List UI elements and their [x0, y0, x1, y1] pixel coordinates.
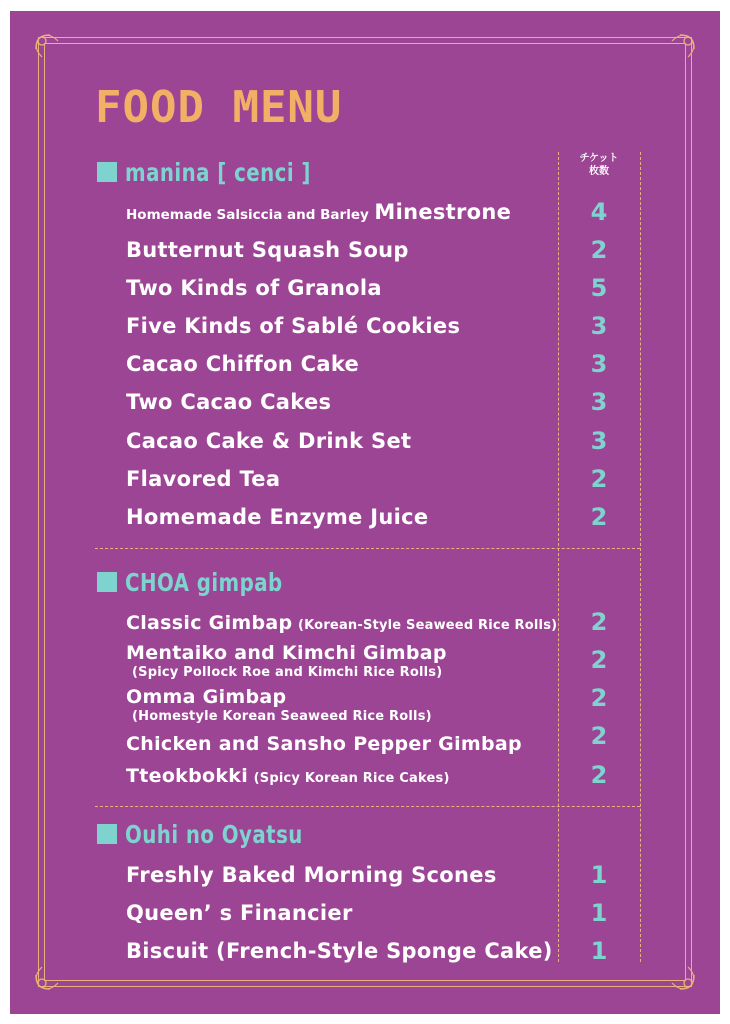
item-ticket-count: 3: [590, 350, 608, 378]
corner-ornament-icon: [32, 31, 66, 65]
ticket-header-line1: チケット: [579, 153, 619, 164]
menu-item: [126, 685, 556, 725]
item-ticket-count: 1: [590, 861, 608, 889]
item-ticket-count: 4: [590, 198, 608, 226]
menu-item: [126, 237, 556, 263]
item-name: Homemade Enzyme Juice: [126, 505, 429, 529]
menu-item: [126, 199, 556, 225]
item-ticket-count: 3: [590, 388, 608, 416]
column-divider: [558, 152, 559, 962]
menu-item: [126, 275, 556, 301]
menu-item: [126, 313, 556, 339]
menu-item: [126, 763, 556, 789]
item-name: Flavored Tea: [126, 467, 281, 491]
item-ticket-count: 5: [590, 274, 608, 302]
menu-item: [126, 428, 556, 454]
corner-ornament-icon: [664, 31, 698, 65]
item-ticket-count: 2: [590, 761, 608, 789]
section-header-ouhi: [97, 819, 327, 849]
item-ticket-count: 2: [590, 236, 608, 264]
menu-title: FOOD MENU: [95, 82, 343, 133]
menu-item: [126, 938, 556, 964]
item-name: Cacao Cake & Drink Set: [126, 429, 412, 453]
item-name: Classic Gimbap: [126, 612, 293, 634]
item-name: Biscuit (French-Style Sponge Cake): [126, 939, 553, 963]
menu-item: [126, 351, 556, 377]
menu-item: [126, 504, 556, 530]
item-name: Tteokbokki: [126, 765, 249, 787]
section-divider: [95, 806, 640, 807]
item-ticket-count: 2: [590, 722, 608, 750]
section-title: Ouhi no Oyatsu: [125, 819, 303, 849]
item-subtitle: (Spicy Pollock Roe and Kimchi Rice Rolls): [132, 665, 443, 680]
section-divider: [95, 548, 640, 549]
item-ticket-count: 1: [590, 899, 608, 927]
section-header-choa: [97, 567, 304, 597]
item-ticket-count: 2: [590, 684, 608, 712]
item-name: Two Kinds of Granola: [126, 276, 382, 300]
menu-item: [126, 641, 556, 681]
menu-item: [126, 731, 556, 757]
menu-item: [126, 389, 556, 415]
menu-item: [126, 466, 556, 492]
menu-item: [126, 900, 556, 926]
section-title: manina [ cenci ]: [125, 157, 311, 187]
item-name: Butternut Squash Soup: [126, 238, 409, 262]
item-name: Cacao Chiffon Cake: [126, 352, 360, 376]
item-name: Minestrone: [374, 200, 512, 224]
item-note: (Spicy Korean Rice Cakes): [253, 771, 450, 786]
item-ticket-count: 1: [590, 937, 608, 965]
section-header-manina: [97, 157, 336, 187]
item-name: Mentaiko and Kimchi Gimbap: [126, 642, 447, 664]
item-subtitle: (Homestyle Korean Seaweed Rice Rolls): [132, 709, 432, 724]
section-marker-icon: [97, 162, 117, 182]
item-name: Freshly Baked Morning Scones: [126, 863, 497, 887]
item-ticket-count: 2: [590, 646, 608, 674]
item-prefix: Homemade Salsiccia and Barley: [126, 207, 369, 223]
item-note: (Korean-Style Seaweed Rice Rolls): [298, 618, 558, 633]
menu-item: [126, 610, 556, 636]
item-ticket-count: 2: [590, 503, 608, 531]
corner-ornament-icon: [32, 959, 66, 993]
item-ticket-count: 3: [590, 427, 608, 455]
ticket-count-header: [560, 152, 638, 178]
item-name: Chicken and Sansho Pepper Gimbap: [126, 733, 522, 755]
item-name: Queen’ s Financier: [126, 901, 353, 925]
item-name: Five Kinds of Sablé Cookies: [126, 314, 461, 338]
column-divider: [640, 152, 641, 962]
item-name: Two Cacao Cakes: [126, 390, 332, 414]
item-ticket-count: 2: [590, 465, 608, 493]
corner-ornament-icon: [664, 959, 698, 993]
item-ticket-count: 2: [590, 608, 608, 636]
section-marker-icon: [97, 824, 117, 844]
menu-item: [126, 862, 556, 888]
item-ticket-count: 3: [590, 312, 608, 340]
section-marker-icon: [97, 572, 117, 592]
ticket-header-line2: 枚数: [589, 166, 609, 177]
item-name: Omma Gimbap: [126, 686, 287, 708]
section-title: CHOA gimpab: [125, 567, 283, 597]
